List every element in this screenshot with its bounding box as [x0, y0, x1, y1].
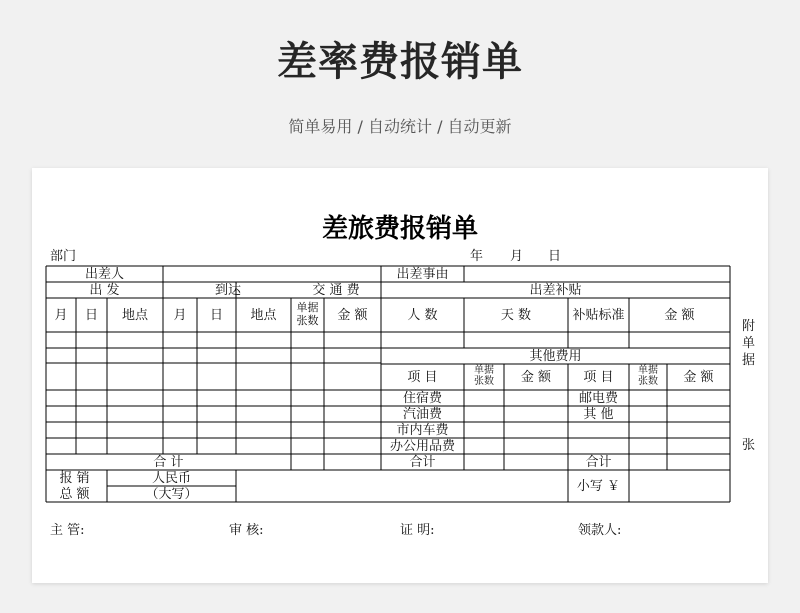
attached-docs-unit: 张 — [742, 438, 756, 453]
col-transport-amount: 金 额 — [337, 308, 368, 323]
reviewer-sign-label: 审 核: — [229, 523, 264, 538]
other-fees-label: 其他费用 — [529, 349, 582, 364]
col-transport-docs: 单据 张数 — [296, 301, 319, 327]
form-title: 差旅费报销单 — [321, 214, 478, 244]
col-allowance-standard: 补贴标准 — [572, 308, 625, 323]
subtotal-other-left: 合计 — [409, 455, 436, 470]
col-people: 人 数 — [407, 308, 438, 323]
lowercase-amount-label: 小写 ￥ — [576, 479, 621, 494]
col-other-amount-left: 金 额 — [520, 370, 552, 385]
page-subtitle: 简单易用 / 自动统计 / 自动更新 — [288, 117, 512, 136]
receiver-sign-label: 领款人: — [578, 523, 622, 538]
col-arrive-day: 日 — [209, 308, 223, 323]
col-depart-day: 日 — [84, 308, 98, 323]
item-lodging: 住宿费 — [402, 391, 442, 406]
attached-docs-label: 附 单 据 — [742, 319, 756, 368]
item-other: 其 他 — [583, 407, 614, 422]
item-local-transport: 市内车费 — [396, 423, 449, 438]
col-arrive-month: 月 — [173, 308, 187, 323]
col-depart-month: 月 — [54, 308, 68, 323]
form-card — [32, 168, 768, 583]
date-month-label: 月 — [510, 249, 524, 264]
col-item-right: 项 目 — [583, 370, 614, 385]
item-office-supplies: 办公用品费 — [389, 439, 455, 454]
proof-sign-label: 证 明: — [400, 523, 435, 538]
subtotal-transport: 合 计 — [153, 455, 184, 470]
col-item-left: 项 目 — [407, 370, 438, 385]
trip-reason-label: 出差事由 — [396, 267, 449, 282]
page-title: 差率费报销单 — [277, 39, 523, 85]
departure-label: 出 发 — [89, 283, 120, 298]
uppercase-label: （大写） — [145, 487, 198, 502]
col-days: 天 数 — [500, 308, 532, 323]
date-year-label: 年 — [470, 249, 484, 264]
date-day-label: 日 — [548, 249, 562, 264]
col-other-docs-left: 单据 张数 — [474, 365, 494, 387]
col-other-amount-right: 金 额 — [683, 370, 714, 385]
traveler-label: 出差人 — [84, 267, 124, 282]
total-label: 报销总额 — [59, 471, 94, 502]
col-depart-place: 地点 — [121, 308, 148, 323]
subtotal-other-right: 合计 — [585, 455, 612, 470]
item-fuel: 汽油费 — [402, 407, 442, 422]
col-other-docs-right: 单据 张数 — [638, 365, 658, 387]
col-allowance-amount: 金 额 — [664, 308, 695, 323]
arrival-label: 到达 — [214, 283, 241, 298]
item-postal: 邮电费 — [578, 391, 618, 406]
col-arrive-place: 地点 — [250, 308, 277, 323]
supervisor-sign-label: 主 管: — [50, 523, 85, 538]
department-label: 部门 — [50, 249, 77, 264]
transport-fee-label: 交 通 费 — [312, 283, 360, 298]
allowance-label: 出差补贴 — [529, 283, 582, 298]
rmb-label: 人民币 — [151, 471, 191, 486]
